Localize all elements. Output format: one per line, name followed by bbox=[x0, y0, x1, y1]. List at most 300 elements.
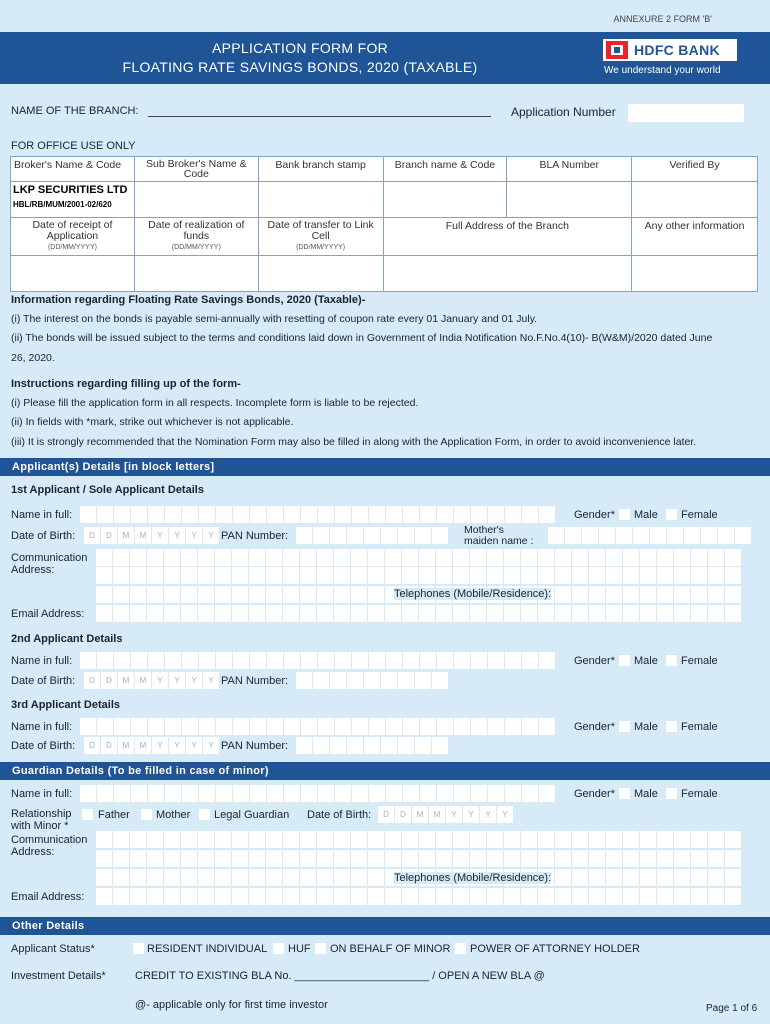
char-box[interactable] bbox=[198, 549, 215, 566]
char-box[interactable] bbox=[504, 549, 521, 566]
female-checkbox[interactable] bbox=[666, 655, 677, 666]
char-box[interactable] bbox=[623, 850, 640, 867]
char-box[interactable] bbox=[198, 831, 215, 848]
date-char-box[interactable]: Y bbox=[186, 737, 203, 754]
char-box[interactable] bbox=[300, 831, 317, 848]
char-box[interactable] bbox=[454, 718, 471, 735]
char-box[interactable] bbox=[369, 652, 386, 669]
char-box[interactable] bbox=[539, 652, 556, 669]
char-box[interactable] bbox=[385, 605, 402, 622]
date-char-box[interactable]: Y bbox=[480, 806, 497, 823]
char-box[interactable] bbox=[96, 549, 113, 566]
char-box[interactable] bbox=[589, 888, 606, 905]
char-box[interactable] bbox=[113, 586, 130, 603]
char-box[interactable] bbox=[164, 850, 181, 867]
char-box[interactable] bbox=[317, 586, 334, 603]
char-box[interactable] bbox=[97, 718, 114, 735]
char-box[interactable] bbox=[504, 831, 521, 848]
char-box[interactable] bbox=[504, 567, 521, 584]
address-line-1[interactable] bbox=[96, 549, 742, 566]
char-box[interactable] bbox=[317, 869, 334, 886]
male-checkbox[interactable] bbox=[619, 509, 630, 520]
char-box[interactable] bbox=[674, 869, 691, 886]
char-box[interactable] bbox=[147, 850, 164, 867]
char-box[interactable] bbox=[182, 652, 199, 669]
char-box[interactable] bbox=[181, 869, 198, 886]
char-box[interactable] bbox=[301, 506, 318, 523]
char-box[interactable] bbox=[334, 869, 351, 886]
char-box[interactable] bbox=[555, 831, 572, 848]
char-box[interactable] bbox=[691, 605, 708, 622]
char-box[interactable] bbox=[216, 718, 233, 735]
char-box[interactable] bbox=[249, 586, 266, 603]
char-box[interactable] bbox=[453, 831, 470, 848]
char-box[interactable] bbox=[114, 652, 131, 669]
male-checkbox[interactable] bbox=[619, 721, 630, 732]
behalf-minor-checkbox[interactable] bbox=[315, 943, 326, 954]
char-box[interactable] bbox=[131, 718, 148, 735]
char-box[interactable] bbox=[300, 605, 317, 622]
char-box[interactable] bbox=[198, 869, 215, 886]
char-box[interactable] bbox=[232, 831, 249, 848]
char-box[interactable] bbox=[487, 850, 504, 867]
char-box[interactable] bbox=[164, 605, 181, 622]
char-box[interactable] bbox=[453, 549, 470, 566]
char-box[interactable] bbox=[266, 549, 283, 566]
char-box[interactable] bbox=[385, 850, 402, 867]
char-box[interactable] bbox=[657, 567, 674, 584]
char-box[interactable] bbox=[198, 888, 215, 905]
char-box[interactable] bbox=[674, 549, 691, 566]
char-box[interactable] bbox=[267, 652, 284, 669]
char-box[interactable] bbox=[385, 888, 402, 905]
char-box[interactable] bbox=[330, 527, 347, 544]
char-box[interactable] bbox=[131, 785, 148, 802]
char-box[interactable] bbox=[318, 506, 335, 523]
char-box[interactable] bbox=[368, 605, 385, 622]
char-box[interactable] bbox=[317, 567, 334, 584]
char-box[interactable] bbox=[300, 888, 317, 905]
date-char-box[interactable]: Y bbox=[203, 737, 220, 754]
char-box[interactable] bbox=[657, 850, 674, 867]
char-box[interactable] bbox=[606, 586, 623, 603]
date-char-box[interactable]: Y bbox=[186, 527, 203, 544]
char-box[interactable] bbox=[657, 586, 674, 603]
char-box[interactable] bbox=[369, 785, 386, 802]
char-box[interactable] bbox=[199, 785, 216, 802]
char-box[interactable] bbox=[471, 506, 488, 523]
applicant3-name-field[interactable] bbox=[80, 718, 556, 735]
char-box[interactable] bbox=[164, 869, 181, 886]
char-box[interactable] bbox=[318, 718, 335, 735]
char-box[interactable] bbox=[657, 831, 674, 848]
char-box[interactable] bbox=[283, 888, 300, 905]
char-box[interactable] bbox=[650, 527, 667, 544]
char-box[interactable] bbox=[470, 850, 487, 867]
char-box[interactable] bbox=[436, 549, 453, 566]
char-box[interactable] bbox=[80, 652, 97, 669]
char-box[interactable] bbox=[436, 831, 453, 848]
char-box[interactable] bbox=[623, 549, 640, 566]
char-box[interactable] bbox=[667, 527, 684, 544]
branch-code-cell[interactable] bbox=[383, 182, 507, 218]
char-box[interactable] bbox=[436, 850, 453, 867]
char-box[interactable] bbox=[521, 831, 538, 848]
char-box[interactable] bbox=[130, 605, 147, 622]
char-box[interactable] bbox=[249, 605, 266, 622]
char-box[interactable] bbox=[420, 506, 437, 523]
char-box[interactable] bbox=[148, 506, 165, 523]
char-box[interactable] bbox=[386, 506, 403, 523]
female-checkbox[interactable] bbox=[666, 788, 677, 799]
char-box[interactable] bbox=[351, 888, 368, 905]
char-box[interactable] bbox=[97, 652, 114, 669]
char-box[interactable] bbox=[267, 785, 284, 802]
char-box[interactable] bbox=[80, 718, 97, 735]
char-box[interactable] bbox=[538, 567, 555, 584]
char-box[interactable] bbox=[470, 888, 487, 905]
char-box[interactable] bbox=[419, 605, 436, 622]
char-box[interactable] bbox=[453, 567, 470, 584]
applicant2-name-field[interactable] bbox=[80, 652, 556, 669]
resident-checkbox[interactable] bbox=[133, 943, 144, 954]
char-box[interactable] bbox=[369, 718, 386, 735]
char-box[interactable] bbox=[691, 586, 708, 603]
branch-name-field[interactable] bbox=[148, 104, 491, 117]
char-box[interactable] bbox=[96, 567, 113, 584]
char-box[interactable] bbox=[113, 869, 130, 886]
char-box[interactable] bbox=[504, 888, 521, 905]
char-box[interactable] bbox=[691, 567, 708, 584]
char-box[interactable] bbox=[113, 549, 130, 566]
char-box[interactable] bbox=[725, 850, 742, 867]
date-char-box[interactable]: Y bbox=[497, 806, 514, 823]
application-number-field[interactable] bbox=[628, 104, 744, 122]
date-char-box[interactable]: D bbox=[84, 527, 101, 544]
char-box[interactable] bbox=[198, 586, 215, 603]
char-box[interactable] bbox=[398, 737, 415, 754]
char-box[interactable] bbox=[471, 718, 488, 735]
char-box[interactable] bbox=[233, 652, 250, 669]
char-box[interactable] bbox=[470, 831, 487, 848]
char-box[interactable] bbox=[398, 672, 415, 689]
char-box[interactable] bbox=[147, 605, 164, 622]
char-box[interactable] bbox=[623, 831, 640, 848]
char-box[interactable] bbox=[623, 605, 640, 622]
char-box[interactable] bbox=[80, 785, 97, 802]
char-box[interactable] bbox=[725, 567, 742, 584]
char-box[interactable] bbox=[266, 869, 283, 886]
char-box[interactable] bbox=[582, 527, 599, 544]
char-box[interactable] bbox=[725, 605, 742, 622]
date-char-box[interactable]: Y bbox=[463, 806, 480, 823]
char-box[interactable] bbox=[368, 549, 385, 566]
applicant2-pan-field[interactable] bbox=[296, 672, 449, 689]
char-box[interactable] bbox=[572, 831, 589, 848]
char-box[interactable] bbox=[487, 567, 504, 584]
char-box[interactable] bbox=[364, 527, 381, 544]
char-box[interactable] bbox=[454, 652, 471, 669]
male-checkbox[interactable] bbox=[619, 655, 630, 666]
char-box[interactable] bbox=[266, 850, 283, 867]
char-box[interactable] bbox=[368, 567, 385, 584]
char-box[interactable] bbox=[589, 831, 606, 848]
char-box[interactable] bbox=[199, 718, 216, 735]
char-box[interactable] bbox=[385, 831, 402, 848]
char-box[interactable] bbox=[504, 605, 521, 622]
char-box[interactable] bbox=[215, 869, 232, 886]
char-box[interactable] bbox=[419, 831, 436, 848]
char-box[interactable] bbox=[599, 527, 616, 544]
char-box[interactable] bbox=[249, 831, 266, 848]
char-box[interactable] bbox=[215, 567, 232, 584]
date-char-box[interactable]: M bbox=[135, 527, 152, 544]
char-box[interactable] bbox=[283, 850, 300, 867]
char-box[interactable] bbox=[216, 652, 233, 669]
char-box[interactable] bbox=[521, 850, 538, 867]
char-box[interactable] bbox=[488, 652, 505, 669]
date-char-box[interactable]: D bbox=[378, 806, 395, 823]
char-box[interactable] bbox=[555, 605, 572, 622]
char-box[interactable] bbox=[130, 850, 147, 867]
char-box[interactable] bbox=[250, 506, 267, 523]
other-info-cell[interactable] bbox=[632, 256, 758, 292]
guardian-address-line-2[interactable] bbox=[96, 850, 742, 867]
applicant1-pan-field[interactable] bbox=[296, 527, 449, 544]
char-box[interactable] bbox=[398, 527, 415, 544]
char-box[interactable] bbox=[318, 785, 335, 802]
char-box[interactable] bbox=[267, 718, 284, 735]
receipt-date-cell[interactable] bbox=[11, 256, 135, 292]
char-box[interactable] bbox=[283, 586, 300, 603]
char-box[interactable] bbox=[352, 506, 369, 523]
char-box[interactable] bbox=[334, 567, 351, 584]
char-box[interactable] bbox=[572, 549, 589, 566]
date-char-box[interactable]: Y bbox=[446, 806, 463, 823]
char-box[interactable] bbox=[487, 549, 504, 566]
char-box[interactable] bbox=[555, 888, 572, 905]
char-box[interactable] bbox=[402, 567, 419, 584]
char-box[interactable] bbox=[165, 652, 182, 669]
char-box[interactable] bbox=[674, 586, 691, 603]
char-box[interactable] bbox=[436, 567, 453, 584]
char-box[interactable] bbox=[708, 549, 725, 566]
char-box[interactable] bbox=[487, 888, 504, 905]
char-box[interactable] bbox=[232, 567, 249, 584]
char-box[interactable] bbox=[385, 549, 402, 566]
char-box[interactable] bbox=[300, 850, 317, 867]
char-box[interactable] bbox=[232, 850, 249, 867]
char-box[interactable] bbox=[250, 718, 267, 735]
date-char-box[interactable]: D bbox=[101, 672, 118, 689]
char-box[interactable] bbox=[488, 718, 505, 735]
char-box[interactable] bbox=[215, 549, 232, 566]
char-box[interactable] bbox=[215, 586, 232, 603]
branch-address-cell[interactable] bbox=[383, 256, 632, 292]
char-box[interactable] bbox=[415, 737, 432, 754]
char-box[interactable] bbox=[182, 718, 199, 735]
char-box[interactable] bbox=[199, 652, 216, 669]
char-box[interactable] bbox=[131, 506, 148, 523]
date-char-box[interactable]: Y bbox=[169, 672, 186, 689]
char-box[interactable] bbox=[267, 506, 284, 523]
char-box[interactable] bbox=[436, 888, 453, 905]
char-box[interactable] bbox=[538, 850, 555, 867]
char-box[interactable] bbox=[113, 831, 130, 848]
char-box[interactable] bbox=[420, 652, 437, 669]
guardian-name-field[interactable] bbox=[80, 785, 556, 802]
char-box[interactable] bbox=[266, 586, 283, 603]
char-box[interactable] bbox=[437, 785, 454, 802]
char-box[interactable] bbox=[657, 605, 674, 622]
poa-checkbox[interactable] bbox=[455, 943, 466, 954]
char-box[interactable] bbox=[249, 549, 266, 566]
char-box[interactable] bbox=[130, 869, 147, 886]
char-box[interactable] bbox=[334, 586, 351, 603]
char-box[interactable] bbox=[296, 527, 313, 544]
char-box[interactable] bbox=[657, 869, 674, 886]
char-box[interactable] bbox=[266, 888, 283, 905]
char-box[interactable] bbox=[317, 888, 334, 905]
char-box[interactable] bbox=[113, 850, 130, 867]
char-box[interactable] bbox=[572, 567, 589, 584]
char-box[interactable] bbox=[432, 527, 449, 544]
char-box[interactable] bbox=[114, 506, 131, 523]
char-box[interactable] bbox=[381, 737, 398, 754]
char-box[interactable] bbox=[233, 718, 250, 735]
char-box[interactable] bbox=[96, 888, 113, 905]
char-box[interactable] bbox=[589, 850, 606, 867]
char-box[interactable] bbox=[364, 737, 381, 754]
char-box[interactable] bbox=[640, 567, 657, 584]
char-box[interactable] bbox=[317, 831, 334, 848]
char-box[interactable] bbox=[113, 605, 130, 622]
char-box[interactable] bbox=[148, 652, 165, 669]
address-line-2[interactable] bbox=[96, 567, 742, 584]
char-box[interactable] bbox=[701, 527, 718, 544]
char-box[interactable] bbox=[691, 549, 708, 566]
char-box[interactable] bbox=[198, 567, 215, 584]
char-box[interactable] bbox=[232, 869, 249, 886]
char-box[interactable] bbox=[606, 605, 623, 622]
char-box[interactable] bbox=[674, 831, 691, 848]
char-box[interactable] bbox=[538, 888, 555, 905]
char-box[interactable] bbox=[725, 549, 742, 566]
char-box[interactable] bbox=[369, 506, 386, 523]
char-box[interactable] bbox=[249, 567, 266, 584]
char-box[interactable] bbox=[521, 567, 538, 584]
char-box[interactable] bbox=[283, 567, 300, 584]
char-box[interactable] bbox=[148, 718, 165, 735]
char-box[interactable] bbox=[420, 718, 437, 735]
char-box[interactable] bbox=[572, 850, 589, 867]
char-box[interactable] bbox=[181, 831, 198, 848]
char-box[interactable] bbox=[555, 549, 572, 566]
char-box[interactable] bbox=[606, 850, 623, 867]
char-box[interactable] bbox=[351, 549, 368, 566]
char-box[interactable] bbox=[539, 785, 556, 802]
char-box[interactable] bbox=[381, 527, 398, 544]
char-box[interactable] bbox=[555, 850, 572, 867]
char-box[interactable] bbox=[623, 888, 640, 905]
char-box[interactable] bbox=[164, 888, 181, 905]
char-box[interactable] bbox=[606, 888, 623, 905]
char-box[interactable] bbox=[215, 831, 232, 848]
char-box[interactable] bbox=[351, 605, 368, 622]
char-box[interactable] bbox=[335, 652, 352, 669]
char-box[interactable] bbox=[538, 605, 555, 622]
char-box[interactable] bbox=[147, 888, 164, 905]
father-checkbox[interactable] bbox=[82, 809, 93, 820]
char-box[interactable] bbox=[232, 586, 249, 603]
char-box[interactable] bbox=[708, 586, 725, 603]
char-box[interactable] bbox=[351, 567, 368, 584]
char-box[interactable] bbox=[147, 549, 164, 566]
char-box[interactable] bbox=[181, 567, 198, 584]
char-box[interactable] bbox=[488, 785, 505, 802]
mother-maiden-name-field[interactable] bbox=[548, 527, 752, 544]
applicant1-dob-field[interactable] bbox=[84, 527, 220, 544]
char-box[interactable] bbox=[181, 549, 198, 566]
char-box[interactable] bbox=[589, 605, 606, 622]
char-box[interactable] bbox=[487, 605, 504, 622]
char-box[interactable] bbox=[313, 672, 330, 689]
applicant2-dob-field[interactable] bbox=[84, 672, 220, 689]
char-box[interactable] bbox=[300, 549, 317, 566]
char-box[interactable] bbox=[471, 785, 488, 802]
char-box[interactable] bbox=[216, 785, 233, 802]
char-box[interactable] bbox=[181, 605, 198, 622]
char-box[interactable] bbox=[249, 869, 266, 886]
char-box[interactable] bbox=[505, 506, 522, 523]
char-box[interactable] bbox=[284, 652, 301, 669]
char-box[interactable] bbox=[555, 586, 572, 603]
char-box[interactable] bbox=[351, 831, 368, 848]
char-box[interactable] bbox=[403, 785, 420, 802]
char-box[interactable] bbox=[725, 869, 742, 886]
char-box[interactable] bbox=[718, 527, 735, 544]
date-char-box[interactable]: D bbox=[101, 527, 118, 544]
char-box[interactable] bbox=[300, 869, 317, 886]
char-box[interactable] bbox=[437, 718, 454, 735]
char-box[interactable] bbox=[708, 869, 725, 886]
char-box[interactable] bbox=[419, 567, 436, 584]
char-box[interactable] bbox=[640, 869, 657, 886]
char-box[interactable] bbox=[165, 718, 182, 735]
char-box[interactable] bbox=[402, 888, 419, 905]
date-char-box[interactable]: Y bbox=[203, 672, 220, 689]
char-box[interactable] bbox=[284, 718, 301, 735]
char-box[interactable] bbox=[402, 831, 419, 848]
date-char-box[interactable]: Y bbox=[152, 672, 169, 689]
date-char-box[interactable]: M bbox=[135, 672, 152, 689]
char-box[interactable] bbox=[419, 850, 436, 867]
char-box[interactable] bbox=[165, 785, 182, 802]
mother-checkbox[interactable] bbox=[141, 809, 152, 820]
char-box[interactable] bbox=[266, 831, 283, 848]
char-box[interactable] bbox=[301, 652, 318, 669]
bla-number-cell[interactable] bbox=[507, 182, 632, 218]
char-box[interactable] bbox=[300, 567, 317, 584]
char-box[interactable] bbox=[368, 850, 385, 867]
char-box[interactable] bbox=[606, 869, 623, 886]
sub-broker-cell[interactable] bbox=[134, 182, 258, 218]
char-box[interactable] bbox=[96, 586, 113, 603]
char-box[interactable] bbox=[725, 888, 742, 905]
char-box[interactable] bbox=[335, 785, 352, 802]
char-box[interactable] bbox=[130, 586, 147, 603]
date-char-box[interactable]: M bbox=[429, 806, 446, 823]
